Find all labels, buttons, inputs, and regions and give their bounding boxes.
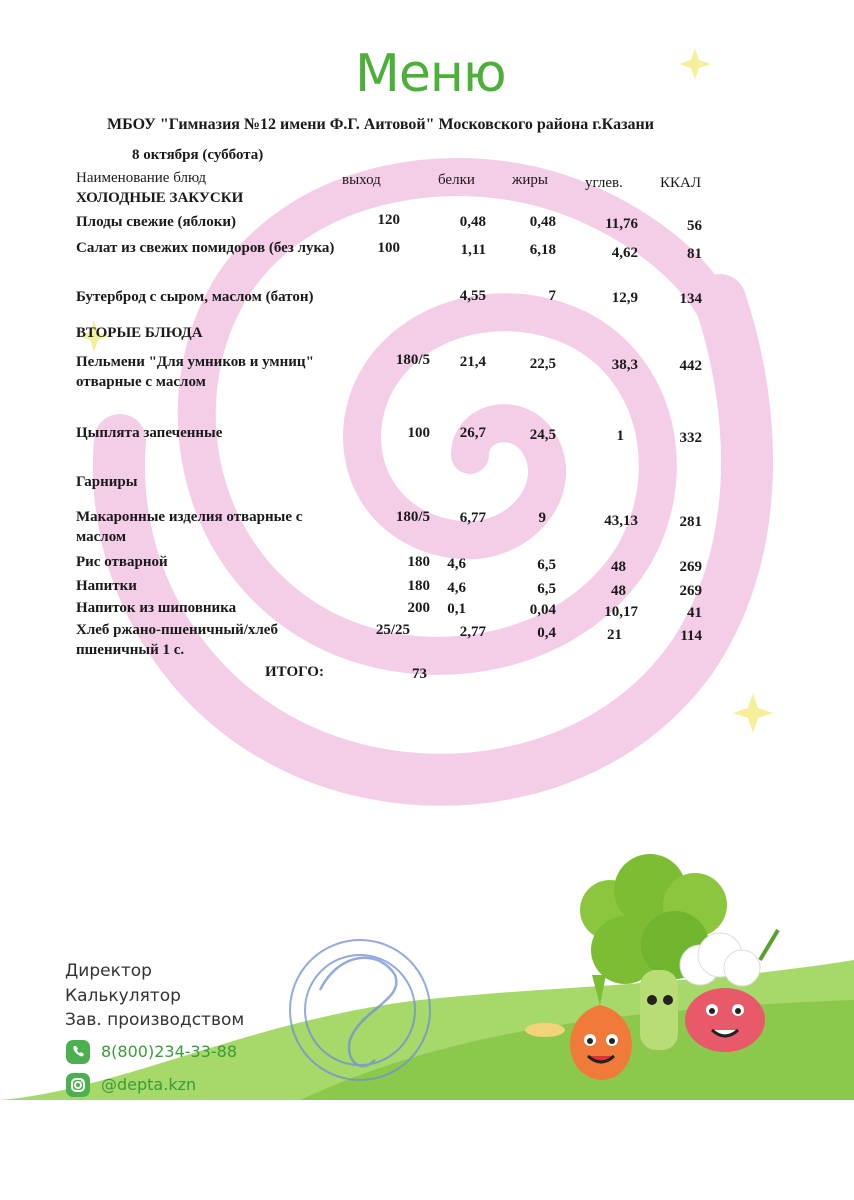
dish-protein: 1,11 bbox=[460, 242, 486, 258]
dish-output: 180 bbox=[407, 554, 430, 570]
header-carbs: углев. bbox=[585, 175, 623, 191]
dish-protein: 4,6 bbox=[447, 580, 466, 596]
dish-carbs: 12,9 bbox=[611, 290, 638, 306]
dish-carbs: 48 bbox=[611, 583, 626, 599]
dish-fat: 0,04 bbox=[529, 602, 556, 618]
dish-output: 180/5 bbox=[395, 509, 430, 525]
dish-output: 180/5 bbox=[395, 352, 430, 368]
dish-carbs: 11,76 bbox=[605, 216, 638, 232]
header-output: выход bbox=[342, 172, 381, 188]
dish-carbs: 1 bbox=[616, 428, 624, 444]
dish-protein: 4,6 bbox=[447, 556, 466, 572]
dish-output: 100 bbox=[407, 425, 430, 441]
dish-protein: 21,4 bbox=[459, 354, 486, 370]
dish-kcal: 134 bbox=[679, 291, 702, 307]
dish-fat: 0,4 bbox=[537, 625, 556, 641]
dish-kcal: 442 bbox=[679, 358, 702, 374]
dish-protein: 26,7 bbox=[459, 425, 486, 441]
header-fat: жиры bbox=[512, 172, 548, 188]
dish-name: Напитки bbox=[76, 578, 137, 594]
dish-kcal: 281 bbox=[679, 514, 702, 530]
dish-name: Хлеб ржано-пшеничный/хлеб пшеничный 1 с. bbox=[76, 622, 278, 658]
dish-name: Пельмени "Для умников и умниц" отварные с маслом bbox=[76, 354, 314, 390]
total-label: ИТОГО: bbox=[265, 664, 324, 680]
dish-kcal: 269 bbox=[679, 583, 702, 599]
dish-fat: 7 bbox=[548, 288, 556, 304]
dish-name: Салат из свежих помидоров (без лука) bbox=[76, 240, 335, 256]
dish-name: Плоды свежие (яблоки) bbox=[76, 214, 236, 230]
dish-name: Рис отварной bbox=[76, 554, 168, 570]
section-main-courses: ВТОРЫЕ БЛЮДА bbox=[76, 325, 203, 341]
phone-icon bbox=[66, 1040, 90, 1064]
dish-kcal: 81 bbox=[687, 246, 702, 262]
dish-output: 25/25 bbox=[375, 622, 410, 638]
dish-name: Макаронные изделия отварные с маслом bbox=[76, 509, 303, 545]
dish-fat: 6,5 bbox=[537, 581, 556, 597]
school-name: МБОУ "Гимназия №12 имени Ф.Г. Аитовой" Московского района г.Казани bbox=[107, 116, 654, 133]
dish-kcal: 56 bbox=[687, 218, 702, 234]
dish-carbs: 4,62 bbox=[611, 245, 638, 261]
dish-kcal: 332 bbox=[679, 430, 702, 446]
dish-fat: 9 bbox=[538, 510, 546, 526]
star-decoration bbox=[679, 48, 711, 80]
dish-protein: 6,77 bbox=[459, 510, 486, 526]
header-protein: белки bbox=[438, 172, 475, 188]
dish-carbs: 38,3 bbox=[611, 357, 638, 373]
dish-fat: 6,18 bbox=[529, 242, 556, 258]
dish-kcal: 269 bbox=[679, 559, 702, 575]
section-cold-appetizers: ХОЛОДНЫЕ ЗАКУСКИ bbox=[76, 190, 244, 206]
total-value: 73 bbox=[412, 666, 427, 682]
star-decoration bbox=[733, 693, 773, 733]
pink-spiral-decoration bbox=[119, 177, 747, 780]
footer-director: Директор bbox=[65, 961, 152, 981]
dish-fat: 24,5 bbox=[529, 427, 556, 443]
dish-output: 120 bbox=[377, 212, 400, 228]
phone-link[interactable]: 8(800)234-33-88 bbox=[101, 1042, 238, 1061]
dish-output: 200 bbox=[407, 600, 430, 616]
dish-protein: 0,48 bbox=[459, 214, 486, 230]
dish-kcal: 114 bbox=[680, 628, 702, 644]
dish-fat: 22,5 bbox=[529, 356, 556, 372]
dish-output: 100 bbox=[377, 240, 400, 256]
dish-carbs: 21 bbox=[607, 627, 622, 643]
dish-protein: 4,55 bbox=[459, 288, 486, 304]
instagram-link[interactable]: @depta.kzn bbox=[101, 1075, 197, 1094]
footer-calculator: Калькулятор bbox=[65, 986, 181, 1006]
dish-fat: 6,5 bbox=[537, 557, 556, 573]
menu-date: 8 октября (суббота) bbox=[132, 147, 264, 163]
dish-fat: 0,48 bbox=[529, 214, 556, 230]
header-name: Наименование блюд bbox=[76, 170, 207, 186]
dish-name: Напиток из шиповника bbox=[76, 600, 237, 616]
header-kcal: ККАЛ bbox=[660, 175, 702, 191]
dish-carbs: 43,13 bbox=[604, 513, 638, 529]
dish-name: Бутерброд с сыром, маслом (батон) bbox=[76, 289, 314, 305]
footer-production-head: Зав. производством bbox=[65, 1010, 245, 1030]
dish-kcal: 41 bbox=[687, 605, 702, 621]
dish-carbs: 10,17 bbox=[604, 604, 638, 620]
section-sides: Гарниры bbox=[76, 474, 138, 490]
dish-name: Цыплята запеченные bbox=[76, 425, 223, 441]
dish-protein: 2,77 bbox=[459, 624, 486, 640]
menu-title: Меню bbox=[355, 44, 506, 104]
dish-carbs: 48 bbox=[611, 559, 626, 575]
dish-protein: 0,1 bbox=[447, 601, 466, 617]
instagram-icon bbox=[66, 1073, 90, 1097]
dish-output: 180 bbox=[407, 578, 430, 594]
